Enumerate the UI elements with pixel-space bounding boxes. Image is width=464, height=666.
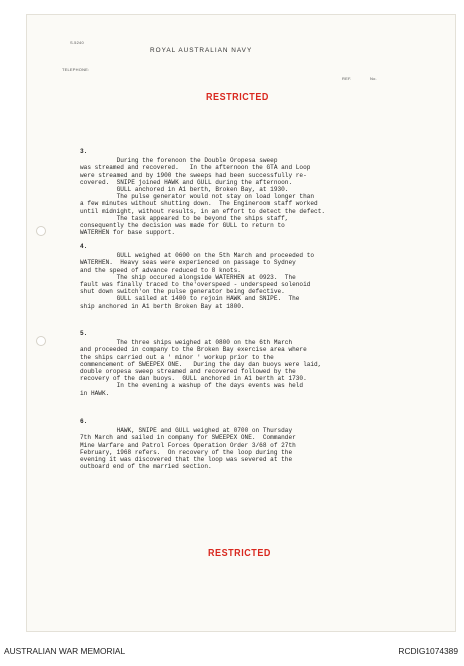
paragraph-6 [80, 418, 450, 470]
line: shut down switch'on the pulse generator being defective. [80, 288, 285, 296]
line: covered. SNIPE joined HAWK and GULL during the afternoon. [80, 178, 293, 186]
restricted-stamp-bottom: RESTRICTED [208, 548, 271, 559]
line: fault was finally traced to the'overspeed - underspeed solenoid [80, 281, 311, 289]
line: The ship occured alongside WATERHEN at 0923. The [80, 273, 296, 281]
line: February, 1968 refers. On recovery of the loop during the [80, 448, 293, 456]
paragraph-number: 3. [80, 148, 88, 155]
line: ship anchored in A1 berth Broken Bay at 1800. [80, 302, 245, 310]
archive-credit: AUSTRALIAN WAR MEMORIAL [4, 646, 126, 656]
line: commencement of SWEEPEX ONE. During the day dan buoys were laid, [80, 360, 322, 368]
paragraph-4 [80, 243, 450, 310]
number-label: No. [370, 76, 377, 81]
line: were streamed and by 1900 the sweeps had been successfully re- [80, 171, 307, 179]
line: until midnight, without results, in an effort to detect the defect. [80, 207, 326, 215]
line: evening it was discovered that the loop was severed at the [80, 456, 293, 464]
line: the ships carried out a ' minor ' workup prior to the [80, 353, 274, 361]
line: GULL weighed at 0600 on the 5th March and proceeded to [80, 252, 315, 260]
paragraph-number: 5. [80, 330, 88, 337]
line: The three ships weighed at 0800 on the 6th March [80, 339, 293, 347]
document-page [26, 14, 456, 632]
paragraph-number: 6. [80, 418, 88, 425]
line: 7th March and sailed in company for SWEEPEX ONE. Commander [80, 434, 296, 442]
letterhead-title: ROYAL AUSTRALIAN NAVY [150, 47, 253, 54]
paragraph-number: 4. [80, 243, 88, 250]
ref-label: REF. [342, 76, 352, 81]
line: recovery of the dan buoys. GULL anchored in A1 berth at 1730. [80, 375, 307, 383]
punch-hole [36, 336, 46, 346]
punch-hole [36, 226, 46, 236]
line: outboard end of the married section. [80, 463, 212, 471]
line: Mine Warfare and Patrol Forces Operation Order 3/68 of 27th [80, 441, 296, 449]
paragraph-3 [80, 148, 450, 236]
line: consequently the decision was made for GULL to return to [80, 222, 285, 230]
line: a few minutes without shutting down. The Engineroom staff worked [80, 200, 318, 208]
line: In the evening a washup of the days events was held [80, 382, 304, 390]
paragraph-5 [80, 330, 450, 397]
line: HAWK, SNIPE and GULL weighed at 0700 on Thursday [80, 427, 293, 435]
line: and the speed of advance reduced to 8 knots. [80, 266, 241, 274]
line: GULL sailed at 1400 to rejoin HAWK and SNIPE. The [80, 295, 300, 303]
line: The task appeared to be beyond the ships staff, [80, 214, 289, 222]
line: was streamed and recovered. In the afternoon the GTA and Loop [80, 164, 311, 172]
archive-identifier: RCDIG1074389 [398, 646, 458, 656]
telephone-label: TELEPHONE: [62, 67, 90, 72]
line: and proceeded in company to the Broken Bay exercise area where [80, 346, 307, 354]
line: WATERHEN for base support. [80, 229, 176, 237]
line: WATERHEN. Heavy seas were experienced on passage to Sydney [80, 259, 296, 267]
line: double oropesa sweep streamed and recovered followed by the [80, 368, 296, 376]
line: During the forenoon the Double Oropesa sweep [80, 157, 278, 165]
form-number: S.5240 [70, 40, 84, 45]
line: The pulse generator would not stay on load longer than [80, 193, 315, 201]
line: in HAWK. [80, 389, 110, 397]
line: GULL anchored in A1 berth, Broken Bay, at 1930. [80, 186, 289, 194]
restricted-stamp-top: RESTRICTED [206, 92, 269, 103]
